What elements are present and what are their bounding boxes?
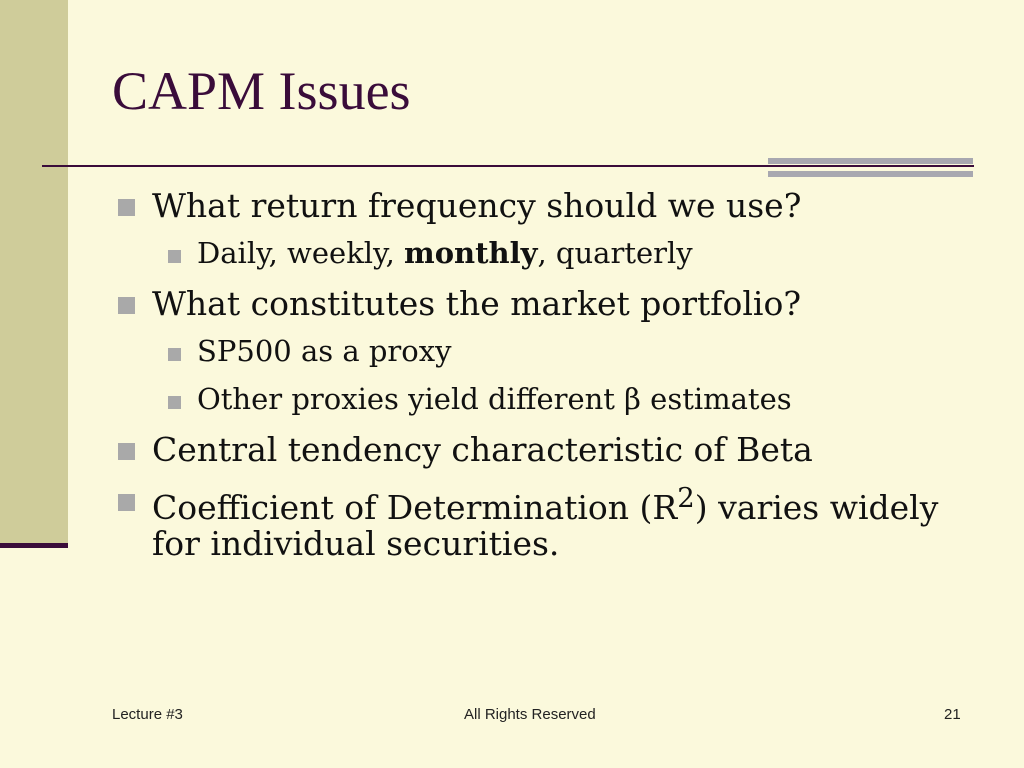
sub-bullet-item (112, 336, 992, 368)
square-bullet-icon (168, 396, 181, 409)
footer-left: Lecture #3 (112, 706, 183, 723)
footer-center: All Rights Reserved (464, 706, 596, 723)
square-bullet-icon (118, 297, 135, 314)
bullet-text: ) varies widely for individual securities. (152, 487, 939, 563)
bullet-text-bold: monthly (404, 236, 538, 271)
sidebar-decoration (0, 0, 68, 548)
title-divider-accent (768, 158, 973, 178)
bullet-item (112, 432, 992, 468)
slide-title: CAPM Issues (112, 61, 411, 121)
superscript: 2 (677, 481, 695, 514)
square-bullet-icon (168, 250, 181, 263)
slide-content (112, 188, 992, 576)
square-bullet-icon (168, 348, 181, 361)
square-bullet-icon (118, 199, 135, 216)
footer-page-number: 21 (944, 706, 961, 723)
bullet-text: Coefficient of Determination (R (152, 487, 678, 527)
sidebar-accent-line (0, 543, 68, 548)
bullet-text: What constitutes the market portfolio? (152, 284, 802, 324)
bullet-text: , quarterly (537, 236, 693, 271)
bullet-item (112, 483, 992, 563)
sub-bullet-item (112, 238, 992, 270)
bullet-text: SP500 as a proxy (197, 334, 452, 369)
square-bullet-icon (118, 443, 135, 460)
bullet-text: Central tendency characteristic of Beta (152, 430, 813, 470)
bullet-item (112, 188, 992, 224)
bullet-text: Other proxies yield different β estimates (197, 382, 792, 417)
bullet-text: Daily, weekly, (197, 236, 405, 271)
bullet-text: What return frequency should we use? (152, 186, 802, 225)
bullet-item (112, 286, 992, 322)
square-bullet-icon (118, 494, 135, 511)
sub-bullet-item (112, 384, 992, 416)
